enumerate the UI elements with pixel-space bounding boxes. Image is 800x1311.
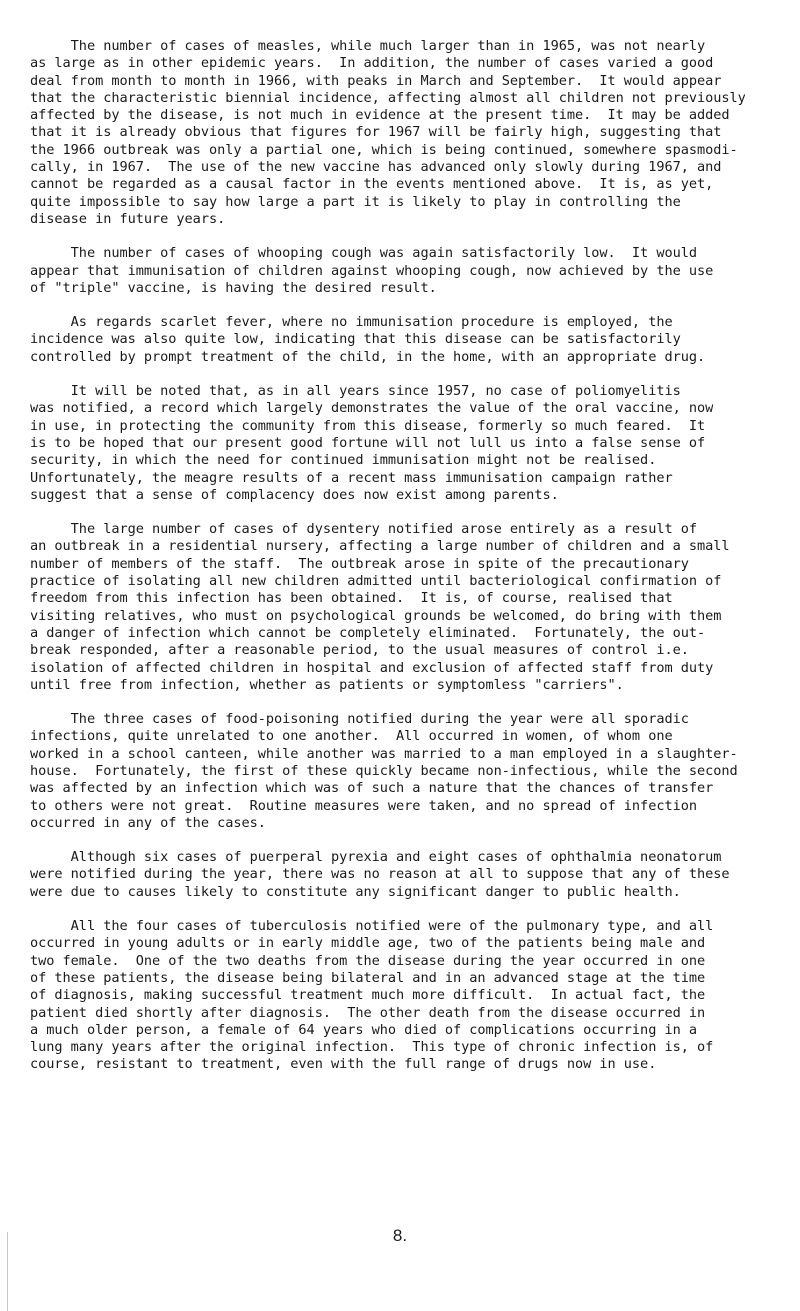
paragraph [30,711,770,832]
text-line: number of members of the staff. The outbreak arose in spite of the precautionary [30,555,689,572]
text-line: that it is already obvious that figures for 1967 will be fairly high, suggesting that [30,124,722,141]
text-line: All the four cases of tuberculosis notified were of the pulmonary type, and all [30,918,714,935]
text-line: Unfortunately, the meagre results of a recent mass immunisation campaign rather [30,469,673,486]
text-line: course, resistant to treatment, even with the full range of drugs now in use. [30,1056,657,1073]
text-line: security, in which the need for continued immunisation might not be realised. [30,452,657,469]
text-line: The number of cases of measles, while much larger than in 1965, was not nearly [30,38,706,54]
text-line: two female. One of the two deaths from the disease during the year occurred in one [30,952,706,969]
text-line: visiting relatives, who must on psychological grounds be welcomed, do bring with them [30,607,722,624]
paragraph [30,918,770,1074]
text-line: to others were not great. Routine measures were taken, and no spread of infection [30,797,697,814]
paragraph [30,38,770,228]
text-line: quite impossible to say how large a part it is likely to play in controlling the [30,193,681,210]
text-line: break responded, after a reasonable period, to the usual measures of control i.e. [30,642,689,659]
text-line: was affected by an infection which was of such a nature that the chances of transfer [30,780,714,797]
page-number: 8. [392,1226,408,1245]
text-line: were notified during the year, there was no reason at all to suppose that any of these [30,866,730,883]
text-line: of diagnosis, making successful treatment much more difficult. In actual fact, the [30,987,706,1004]
text-line: patient died shortly after diagnosis. The other death from the disease occurred in [30,1004,706,1021]
text-line: a much older person, a female of 64 years who died of complications occurring in a [30,1021,697,1038]
text-line: The three cases of food-poisoning notified during the year were all sporadic [30,711,689,728]
text-line: appear that immunisation of children against whooping cough, now achieved by the use [30,262,714,279]
text-line: of these patients, the disease being bilateral and in an advanced stage at the time [30,969,706,986]
text-line: isolation of affected children in hospital and exclusion of affected staff from duty [30,659,714,676]
text-line: As regards scarlet fever, where no immunisation procedure is employed, the [30,314,673,331]
text-line: It will be noted that, as in all years since 1957, no case of poliomyelitis [30,383,681,400]
document-body [30,38,770,1091]
text-line: in use, in protecting the community from this disease, formerly so much feared. It [30,417,706,434]
text-line: were due to causes likely to constitute any significant danger to public health. [30,883,681,900]
text-line: worked in a school canteen, while another was married to a man employed in a slaughter- [30,745,738,762]
scan-margin-line [7,1232,8,1311]
text-line: The large number of cases of dysentery notified arose entirely as a result of [30,521,697,538]
text-line: house. Fortunately, the first of these quickly became non-infectious, while the second [30,762,738,779]
text-line: until free from infection, whether as patients or symptomless "carriers". [30,676,624,693]
paragraph [30,521,770,694]
text-line: of "triple" vaccine, is having the desired result. [30,279,437,296]
text-line: practice of isolating all new children admitted until bacteriological confirmation of [30,573,722,590]
text-line: that the characteristic biennial incidence, affecting almost all children not previously [30,89,746,106]
paragraph [30,849,770,901]
text-line: cally, in 1967. The use of the new vaccine has advanced only slowly during 1967, and [30,159,722,176]
text-line: a danger of infection which cannot be completely eliminated. Fortunately, the out- [30,624,706,641]
paragraph [30,314,770,366]
text-line: was notified, a record which largely demonstrates the value of the oral vaccine, now [30,400,714,417]
text-line: incidence was also quite low, indicating that this disease can be satisfactorily [30,331,681,348]
text-line: cannot be regarded as a causal factor in the events mentioned above. It is, as yet, [30,176,714,193]
text-line: is to be hoped that our present good fortune will not lull us into a false sense of [30,434,706,451]
text-line: controlled by prompt treatment of the child, in the home, with an appropriate drug. [30,348,706,365]
text-line: an outbreak in a residential nursery, affecting a large number of children and a small [30,538,730,555]
paragraph [30,245,770,297]
text-line: affected by the disease, is not much in evidence at the present time. It may be added [30,107,730,124]
text-line: freedom from this infection has been obtained. It is, of course, realised that [30,590,673,607]
text-line: Although six cases of puerperal pyrexia and eight cases of ophthalmia neonatorum [30,849,722,866]
text-line: lung many years after the original infection. This type of chronic infection is, of [30,1039,714,1056]
text-line: disease in future years. [30,210,226,227]
text-line: The number of cases of whooping cough was again satisfactorily low. It would [30,245,697,262]
text-line: occurred in young adults or in early middle age, two of the patients being male and [30,935,706,952]
text-line: infections, quite unrelated to one another. All occurred in women, of whom one [30,728,673,745]
text-line: as large as in other epidemic years. In addition, the number of cases varied a good [30,55,714,72]
text-line: deal from month to month in 1966, with peaks in March and September. It would appear [30,72,722,89]
text-line: the 1966 outbreak was only a partial one, which is being continued, somewhere spasmodi- [30,141,738,158]
text-line: occurred in any of the cases. [30,814,266,831]
text-line: suggest that a sense of complacency does now exist among parents. [30,486,559,503]
paragraph [30,383,770,504]
